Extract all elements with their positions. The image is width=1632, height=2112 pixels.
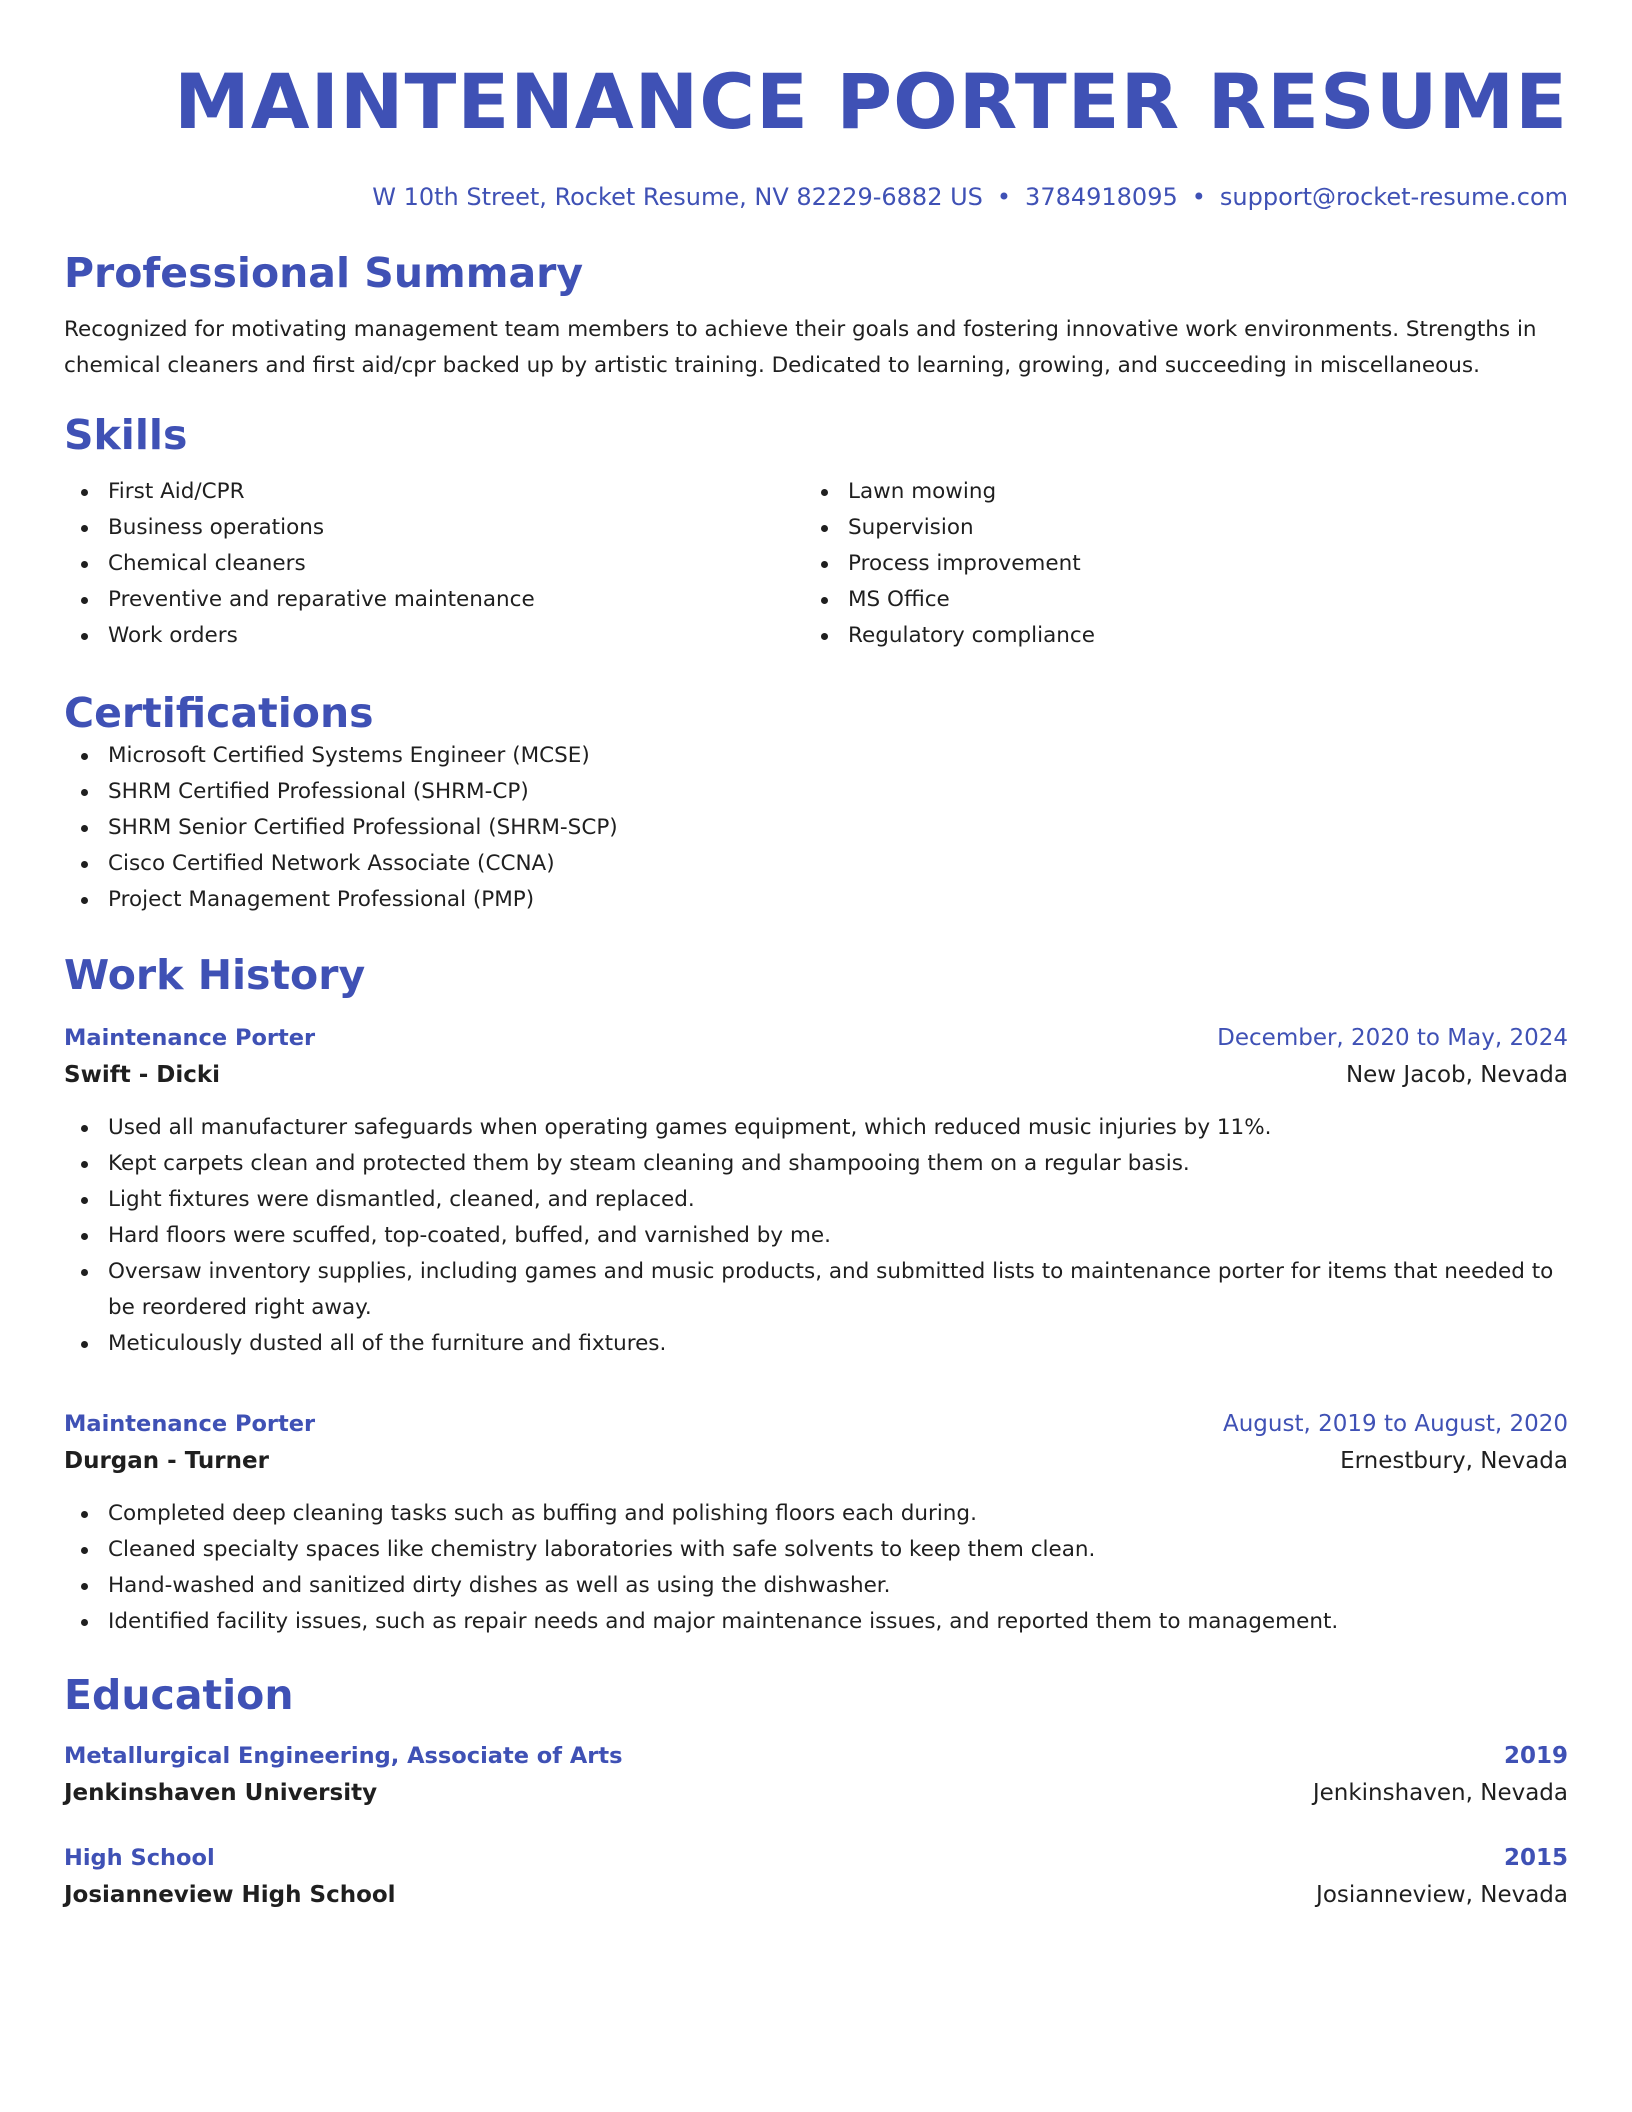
job-duty-item: Meticulously dusted all of the furniture and fixtures. bbox=[64, 1326, 1568, 1362]
job-location: New Jacob, Nevada bbox=[1345, 1062, 1568, 1088]
skill-item: Work orders bbox=[64, 618, 804, 654]
certification-item: Project Management Professional (PMP) bbox=[64, 882, 1568, 918]
contact-line bbox=[64, 182, 1568, 212]
certification-item: SHRM Senior Certified Professional (SHRM-SCP) bbox=[64, 810, 1568, 846]
skill-item: Supervision bbox=[804, 510, 1544, 546]
skill-item: Chemical cleaners bbox=[64, 546, 804, 582]
skill-item: Regulatory compliance bbox=[804, 618, 1544, 654]
skill-item: Business operations bbox=[64, 510, 804, 546]
education-year: 2015 bbox=[1503, 1845, 1568, 1871]
summary-heading: Professional Summary bbox=[64, 249, 584, 297]
education-entry bbox=[64, 1840, 1568, 1914]
job-employer: Swift - Dicki bbox=[64, 1062, 221, 1088]
job-title: Maintenance Porter bbox=[64, 1411, 316, 1437]
resume-title: MAINTENANCE PORTER RESUME bbox=[174, 57, 1568, 146]
job-duty-item: Used all manufacturer safeguards when operating games equipment, which reduced music injuries by 11%. bbox=[64, 1110, 1568, 1146]
education-entry bbox=[64, 1738, 1568, 1812]
skills-heading: Skills bbox=[64, 411, 188, 459]
job-duty-item: Light fixtures were dismantled, cleaned, and replaced. bbox=[64, 1182, 1568, 1218]
job-location: Ernestbury, Nevada bbox=[1340, 1448, 1568, 1474]
work-history-heading: Work History bbox=[64, 951, 366, 999]
skills-column-right bbox=[804, 474, 1544, 654]
education-year: 2019 bbox=[1503, 1743, 1568, 1769]
skill-item: Process improvement bbox=[804, 546, 1544, 582]
certifications-list bbox=[64, 738, 1568, 918]
job-duty-item: Hand-washed and sanitized dirty dishes as well as using the dishwasher. bbox=[64, 1568, 1568, 1604]
education-school: Josianneview High School bbox=[64, 1882, 396, 1908]
education-degree: Metallurgical Engineering, Associate of Arts bbox=[64, 1743, 623, 1769]
job-duty-item: Identified facility issues, such as repair needs and major maintenance issues, and reported them to management. bbox=[64, 1604, 1568, 1640]
education-degree: High School bbox=[64, 1845, 215, 1871]
contact-email: support@rocket-resume.com bbox=[1219, 183, 1568, 211]
job-duty-item: Completed deep cleaning tasks such as buffing and polishing floors each during. bbox=[64, 1496, 1568, 1532]
certification-item: Cisco Certified Network Associate (CCNA) bbox=[64, 846, 1568, 882]
certification-item: Microsoft Certified Systems Engineer (MCSE) bbox=[64, 738, 1568, 774]
job-duties bbox=[64, 1496, 1568, 1640]
job-duties bbox=[64, 1110, 1568, 1362]
job-duty-item: Cleaned specialty spaces like chemistry laboratories with safe solvents to keep them clean. bbox=[64, 1532, 1568, 1568]
contact-separator: • bbox=[996, 183, 1012, 211]
job-duty-item: Hard floors were scuffed, top-coated, buffed, and varnished by me. bbox=[64, 1218, 1568, 1254]
summary-text: Recognized for motivating management team members to achieve their goals and fostering innovative work environments. Strengths in chemical cleaners and first aid/cpr backed up by artistic training. Dedicated to learning, growing, and succeeding in miscellaneous. bbox=[64, 317, 1537, 378]
job-dates: December, 2020 to May, 2024 bbox=[1217, 1025, 1568, 1051]
job-dates: August, 2019 to August, 2020 bbox=[1223, 1411, 1568, 1437]
education-location: Jenkinshaven, Nevada bbox=[1312, 1780, 1568, 1806]
job-entry bbox=[64, 1020, 1568, 1362]
job-duty-item: Oversaw inventory supplies, including games and music products, and submitted lists to maintenance porter for items that needed to be reordered right away. bbox=[64, 1254, 1568, 1326]
certifications-heading: Certifications bbox=[64, 689, 374, 737]
skill-item: Lawn mowing bbox=[804, 474, 1544, 510]
job-duty-item: Kept carpets clean and protected them by steam cleaning and shampooing them on a regular basis. bbox=[64, 1146, 1568, 1182]
certification-item: SHRM Certified Professional (SHRM-CP) bbox=[64, 774, 1568, 810]
skill-item: MS Office bbox=[804, 582, 1544, 618]
education-school: Jenkinshaven University bbox=[64, 1780, 378, 1806]
education-heading: Education bbox=[64, 1671, 294, 1719]
skills-list bbox=[64, 474, 1568, 654]
skills-column-left bbox=[64, 474, 804, 654]
job-entry bbox=[64, 1406, 1568, 1640]
contact-phone: 3784918095 bbox=[1025, 183, 1178, 211]
education-location: Josianneview, Nevada bbox=[1316, 1882, 1568, 1908]
job-title: Maintenance Porter bbox=[64, 1025, 316, 1051]
skill-item: First Aid/CPR bbox=[64, 474, 804, 510]
skill-item: Preventive and reparative maintenance bbox=[64, 582, 804, 618]
contact-address: W 10th Street, Rocket Resume, NV 82229-6882 US bbox=[372, 183, 983, 211]
contact-separator: • bbox=[1191, 183, 1206, 211]
job-employer: Durgan - Turner bbox=[64, 1448, 269, 1474]
